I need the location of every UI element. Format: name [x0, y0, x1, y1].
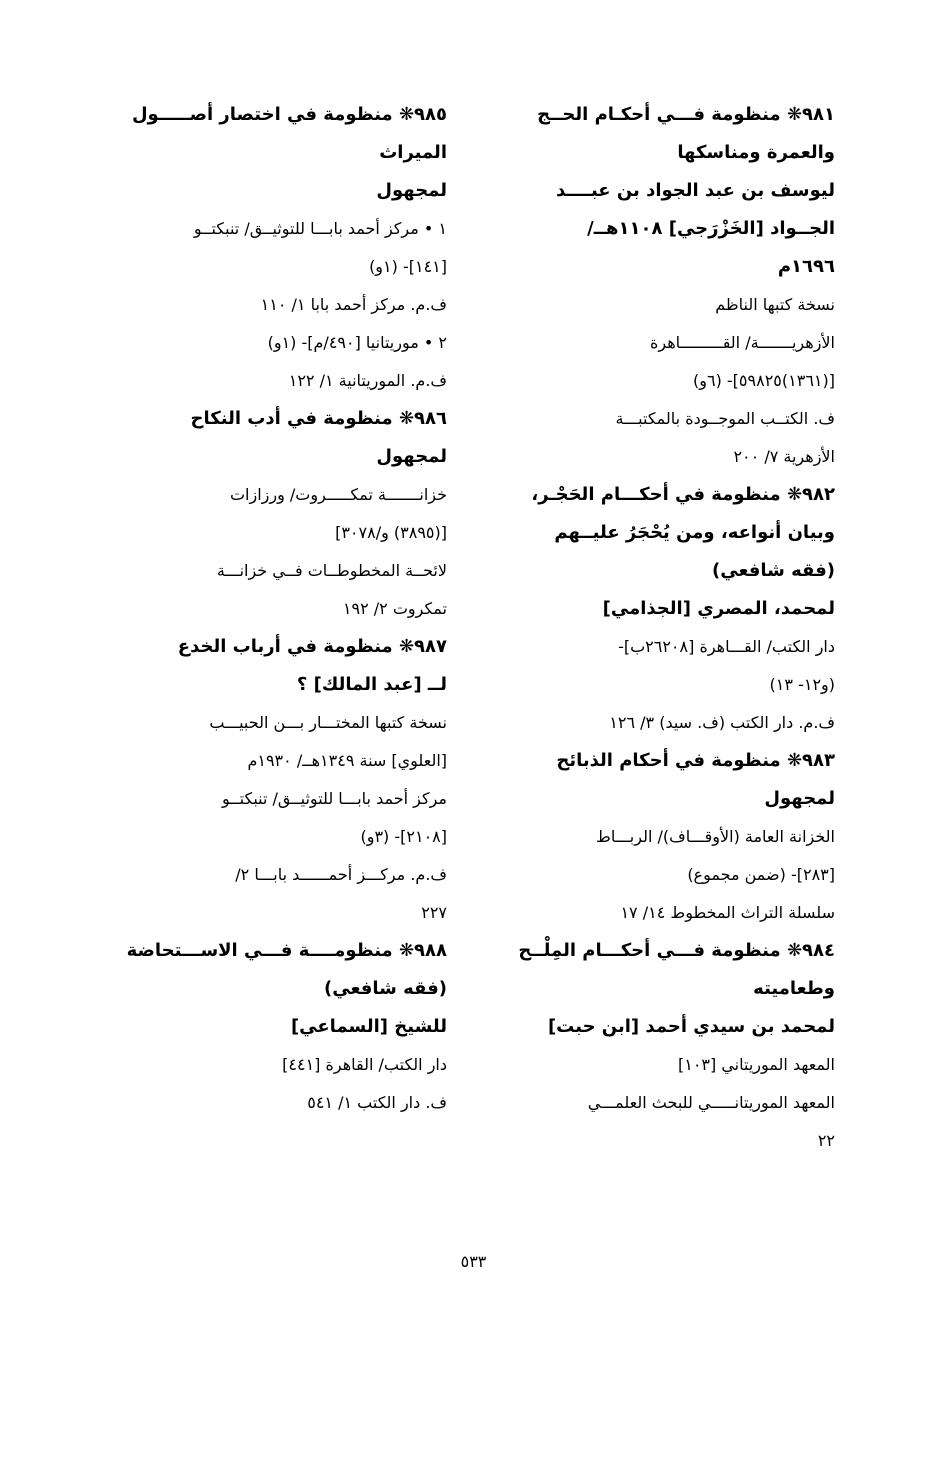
- left-detail-line: نسخة كتبها المختـــار بـــن الحبيـــب: [209, 713, 447, 732]
- left-detail-line: ٢ • موريتانيا [٤٩٠/م]- (١و): [267, 333, 447, 352]
- right-detail-line: الأزهرية ٧/ ٢٠٠: [733, 447, 835, 466]
- right-entry-title-line: وطعاميته: [753, 978, 835, 999]
- left-entry-title-line: ٩٨٨❋ منظومــــة فـــي الاســـتحاضة: [126, 940, 447, 961]
- left-author-line: لمجهول: [376, 180, 447, 201]
- right-author-line: ١٦٩٦م: [777, 256, 835, 277]
- right-detail-line: دار الكتب/ القـــاهرة [٢٦٢٠٨ب]-: [618, 637, 835, 656]
- right-detail-line: المعهد الموريتاني [١٠٣]: [677, 1055, 835, 1074]
- right-author-line: ليوسف بن عبد الجواد بن عبــــد: [555, 180, 835, 201]
- page-number: ٥٣٣: [460, 1252, 487, 1271]
- left-detail-line: ف.م. الموريتانية ١/ ١٢٢: [288, 371, 447, 390]
- right-entry-title-line: وبيان أنواعه، ومن يُحْجَرُ عليــهم: [554, 522, 835, 543]
- right-detail-line: [٢٨٣]- (ضمن مجموع): [687, 865, 835, 884]
- left-detail-line: ٢٢٧: [421, 903, 447, 922]
- right-detail-line: ف. الكتــب الموجــودة بالمكتبـــة: [615, 409, 835, 428]
- right-entry-title-line: ٩٨٤❋ منظومة فـــي أحكـــام المِلْــح: [518, 940, 835, 961]
- right-detail-line: (و١٢- ١٣): [769, 675, 835, 694]
- left-entry-title-line: ٩٨٧❋ منظومة في أرباب الخدع: [177, 636, 447, 657]
- right-entry-title-line: والعمرة ومناسكها: [677, 142, 835, 163]
- right-author-line: الجــواد [الخَزْرَجي] ١١٠٨هــ/: [587, 218, 835, 239]
- left-detail-line: [١٤١]- (١و): [369, 257, 447, 276]
- left-detail-line: ف.م. مركز أحمد بابا ١/ ١١٠: [260, 295, 447, 314]
- left-entry-title-line: (فقه شافعي): [324, 978, 447, 999]
- right-detail-line: الخزانة العامة (الأوقـــاف)/ الربـــاط: [596, 827, 835, 846]
- left-entry-title-line: ٩٨٥❋ منظومة في اختصار أصـــــول: [131, 104, 447, 125]
- right-detail-line: الأزهريـــــــة/ القـــــــــاهرة: [649, 333, 835, 352]
- right-entry-title-line: (فقه شافعي): [712, 560, 835, 581]
- left-author-line: لمجهول: [376, 446, 447, 467]
- right-entry-title-line: ٩٨٢❋ منظومة في أحكـــام الحَجْـر،: [531, 484, 835, 505]
- right-detail-line: المعهد الموريتانـــــي للبحث العلمـــي: [587, 1093, 835, 1112]
- left-detail-line: [العلوي] سنة ١٣٤٩هــ/ ١٩٣٠م: [247, 751, 447, 770]
- right-detail-line: سلسلة التراث المخطوط ١٤/ ١٧: [620, 903, 835, 922]
- left-detail-line: تمكروت ٢/ ١٩٢: [342, 599, 447, 618]
- right-detail-line: ٢٢: [817, 1131, 835, 1150]
- right-author-line: لمحمد، المصري [الجذامي]: [602, 598, 835, 619]
- right-column: [495, 96, 835, 1160]
- left-author-line: للشيخ [السماعي]: [290, 1016, 447, 1037]
- left-entry-title-line: ٩٨٦❋ منظومة في أدب النكاح: [190, 408, 447, 429]
- left-detail-line: مركز أحمد بابـــا للتوثيــق/ تنبكتــو: [222, 789, 447, 808]
- right-author-line: لمجهول: [764, 788, 835, 809]
- left-detail-line: ١ • مركز أحمد بابـــا للتوثيــق/ تنبكتــو: [193, 219, 447, 238]
- left-detail-line: ف. دار الكتب ١/ ٥٤١: [307, 1093, 447, 1112]
- right-entry-title-line: ٩٨١❋ منظومة فـــي أحكـام الحــج: [537, 104, 835, 125]
- right-detail-line: نسخة كتبها الناظم: [715, 295, 835, 314]
- right-detail-line: ف.م. دار الكتب (ف. سيد) ٣/ ١٢٦: [609, 713, 835, 732]
- right-detail-line: [(١٣٦١)٥٩٨٢٥]- (٦و): [693, 371, 835, 390]
- left-author-line: لــ [عبد المالك] ؟: [296, 674, 447, 695]
- left-detail-line: خزانـــــــة تمكـــــروت/ ورزازات: [229, 485, 447, 504]
- left-detail-line: [٢١٠٨]- (٣و): [360, 827, 447, 846]
- left-detail-line: لائحــة المخطوطــات فــي خزانـــة: [216, 561, 447, 580]
- left-column: [107, 96, 447, 1122]
- left-entry-title-line: الميراث: [379, 142, 447, 163]
- right-author-line: لمحمد بن سيدي أحمد [ابن حبت]: [547, 1016, 835, 1037]
- left-detail-line: [(٣٨٩٥) و/٣٠٧٨]: [335, 523, 447, 542]
- left-detail-line: دار الكتب/ القاهرة [٤٤١]: [282, 1055, 447, 1074]
- left-detail-line: ف.م. مركـــز أحمــــــد بابـــا ٢/: [235, 865, 447, 884]
- right-entry-title-line: ٩٨٣❋ منظومة في أحكام الذبائح: [556, 750, 835, 771]
